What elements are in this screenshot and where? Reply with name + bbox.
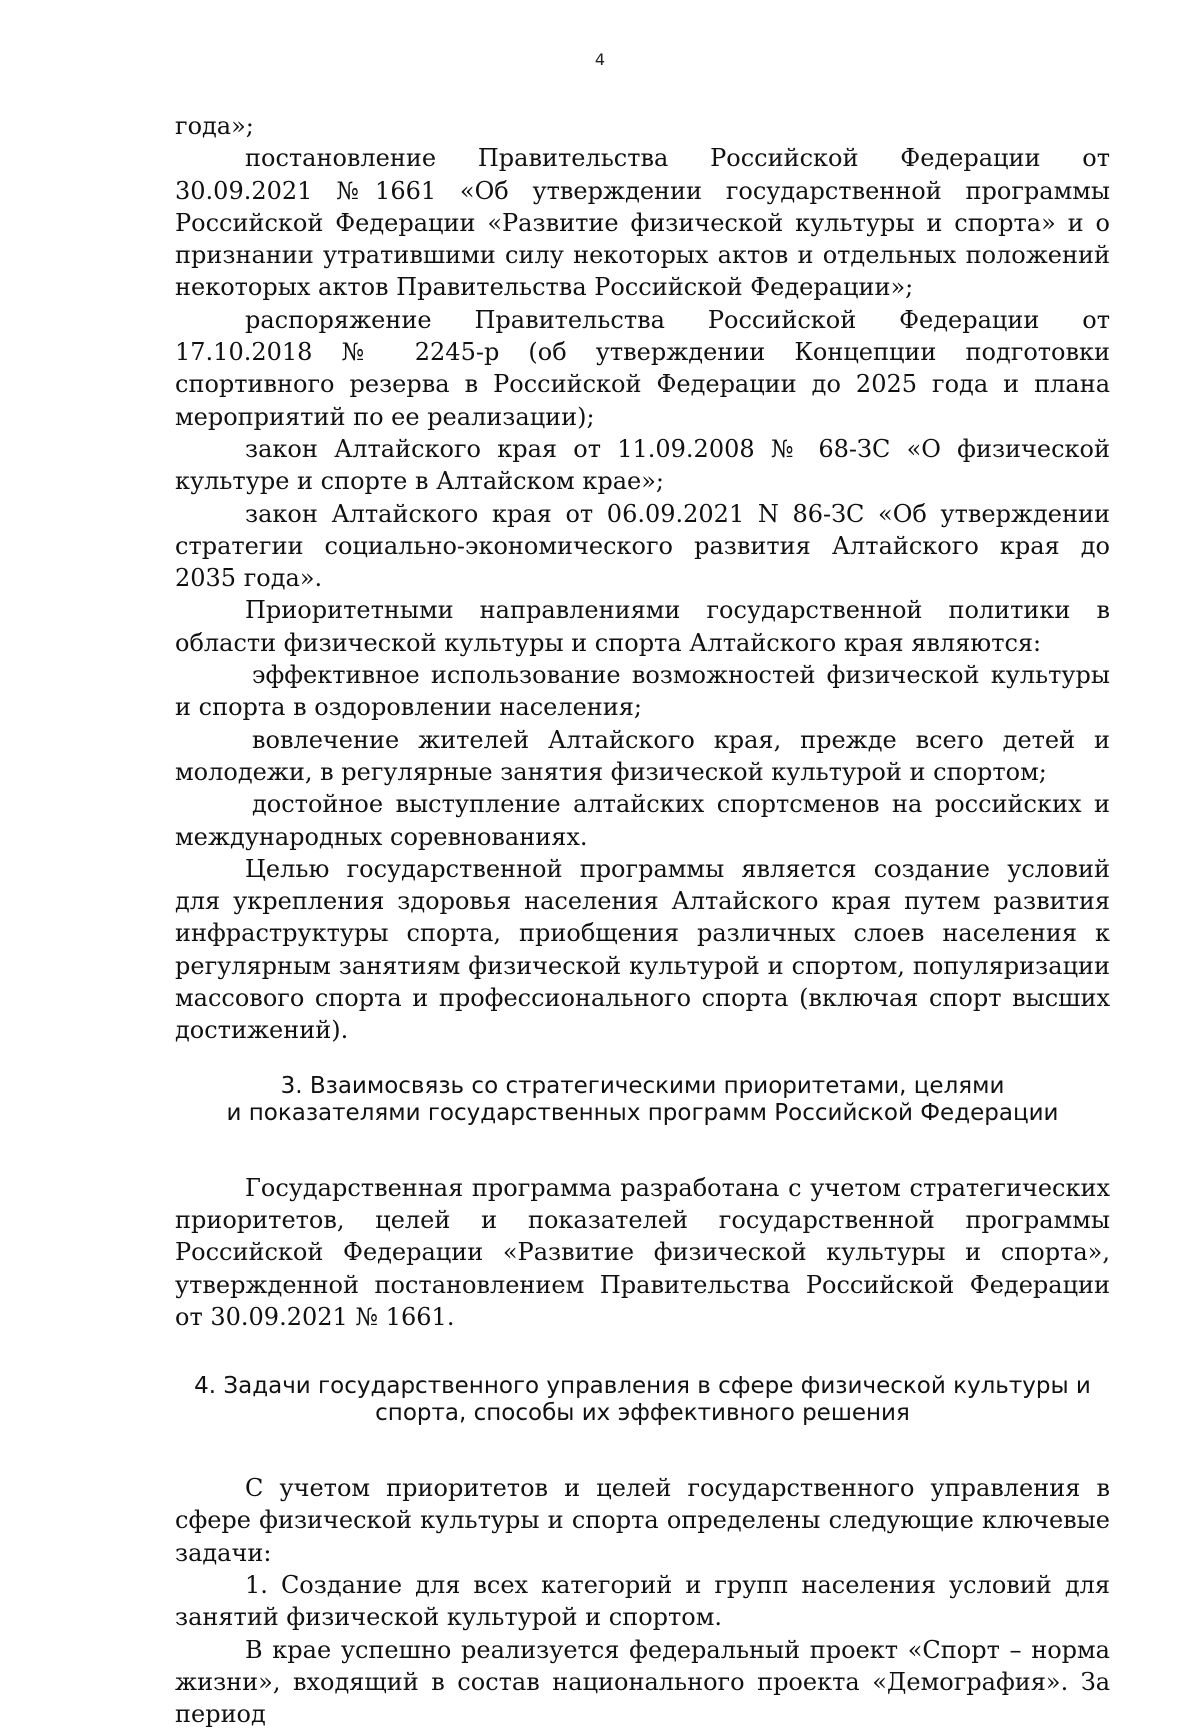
paragraph: закон Алтайского края от 06.09.2021 N 86-ЗС «Об утверждении стратегии социально-экономического развития Алтайского края до 2035 года». [175,499,1110,593]
list-item: эффективное использование возможностей физической культуры и спорта в оздоровлении населения; [175,661,1110,722]
list-item: вовлечение жителей Алтайского края, прежде всего детей и молодежи, в регулярные занятия физической культурой и спортом; [175,725,1110,786]
page-number: 4 [594,50,606,69]
section-3-paragraph: Государственная программа разработана с учетом стратегических приоритетов, целей и показателей государственной программы Российской Федерации «Развитие физической культуры и спорта», утвержденной постановлением Правительства Российской Федерации от 30.09.2021 № 1661. [175,1173,1110,1331]
section-4-paragraph: В крае успешно реализуется федеральный проект «Спорт – норма жизни», входящий в состав национального проекта «Демография». За период [175,1635,1110,1729]
document-body [175,110,1110,1730]
paragraph: Целью государственной программы является создание условий для укрепления здоровья населения Алтайского края путем развития инфраструктуры спорта, приобщения различных слоев населения к регулярным занятиям физической культурой и спортом, популяризации массового спорта и профессионального спорта (включая спорт высших достижений). [175,854,1110,1045]
section-4-paragraph: С учетом приоритетов и целей государственного управления в сфере физической культуры и спорта определены следующие ключевые задачи: [175,1474,1110,1567]
section-4-heading [175,1373,1110,1427]
section-4-heading-line-1: 4. Задачи государственного управления в сфере физической культуры и [194,1373,1091,1400]
section-3-heading [175,1073,1110,1127]
section-3-heading-line-2: и показателями государственных программ Российской Федерации [226,1099,1059,1126]
paragraph: закон Алтайского края от 11.09.2008 № 68-ЗС «О физической культуре и спорте в Алтайском крае»; [175,434,1110,496]
paragraph: постановление Правительства Российской Федерации от 30.09.2021 №1661 «Об утверждении государственной программы Российской Федерации «Развитие физической культуры и спорта» и о признании утратившими силу некоторых актов и отдельных положений некоторых актов Правительства Российской Федерации»; [175,144,1110,302]
section-3-heading-line-1: 3. Взаимосвязь со стратегическими приоритетами, целями [280,1072,1005,1099]
paragraph: года»; [175,112,254,140]
section-4-heading-line-2: спорта, способы их эффективного решения [375,1400,910,1427]
paragraph: Приоритетными направлениями государственной политики в области физической культуры и спорта Алтайского края являются: [175,596,1110,657]
section-4-paragraph: 1. Создание для всех категорий и групп населения условий для занятий физической культурой и спортом. [175,1570,1110,1632]
paragraph: распоряжение Правительства Российской Федерации от 17.10.2018 № 2245-р (об утверждении Концепции подготовки спортивного резерва в Российской Федерации до 2025 года и плана мероприятий по ее реализации); [175,305,1110,431]
list-item: достойное выступление алтайских спортсменов на российских и международных соревнованиях. [175,790,1110,851]
